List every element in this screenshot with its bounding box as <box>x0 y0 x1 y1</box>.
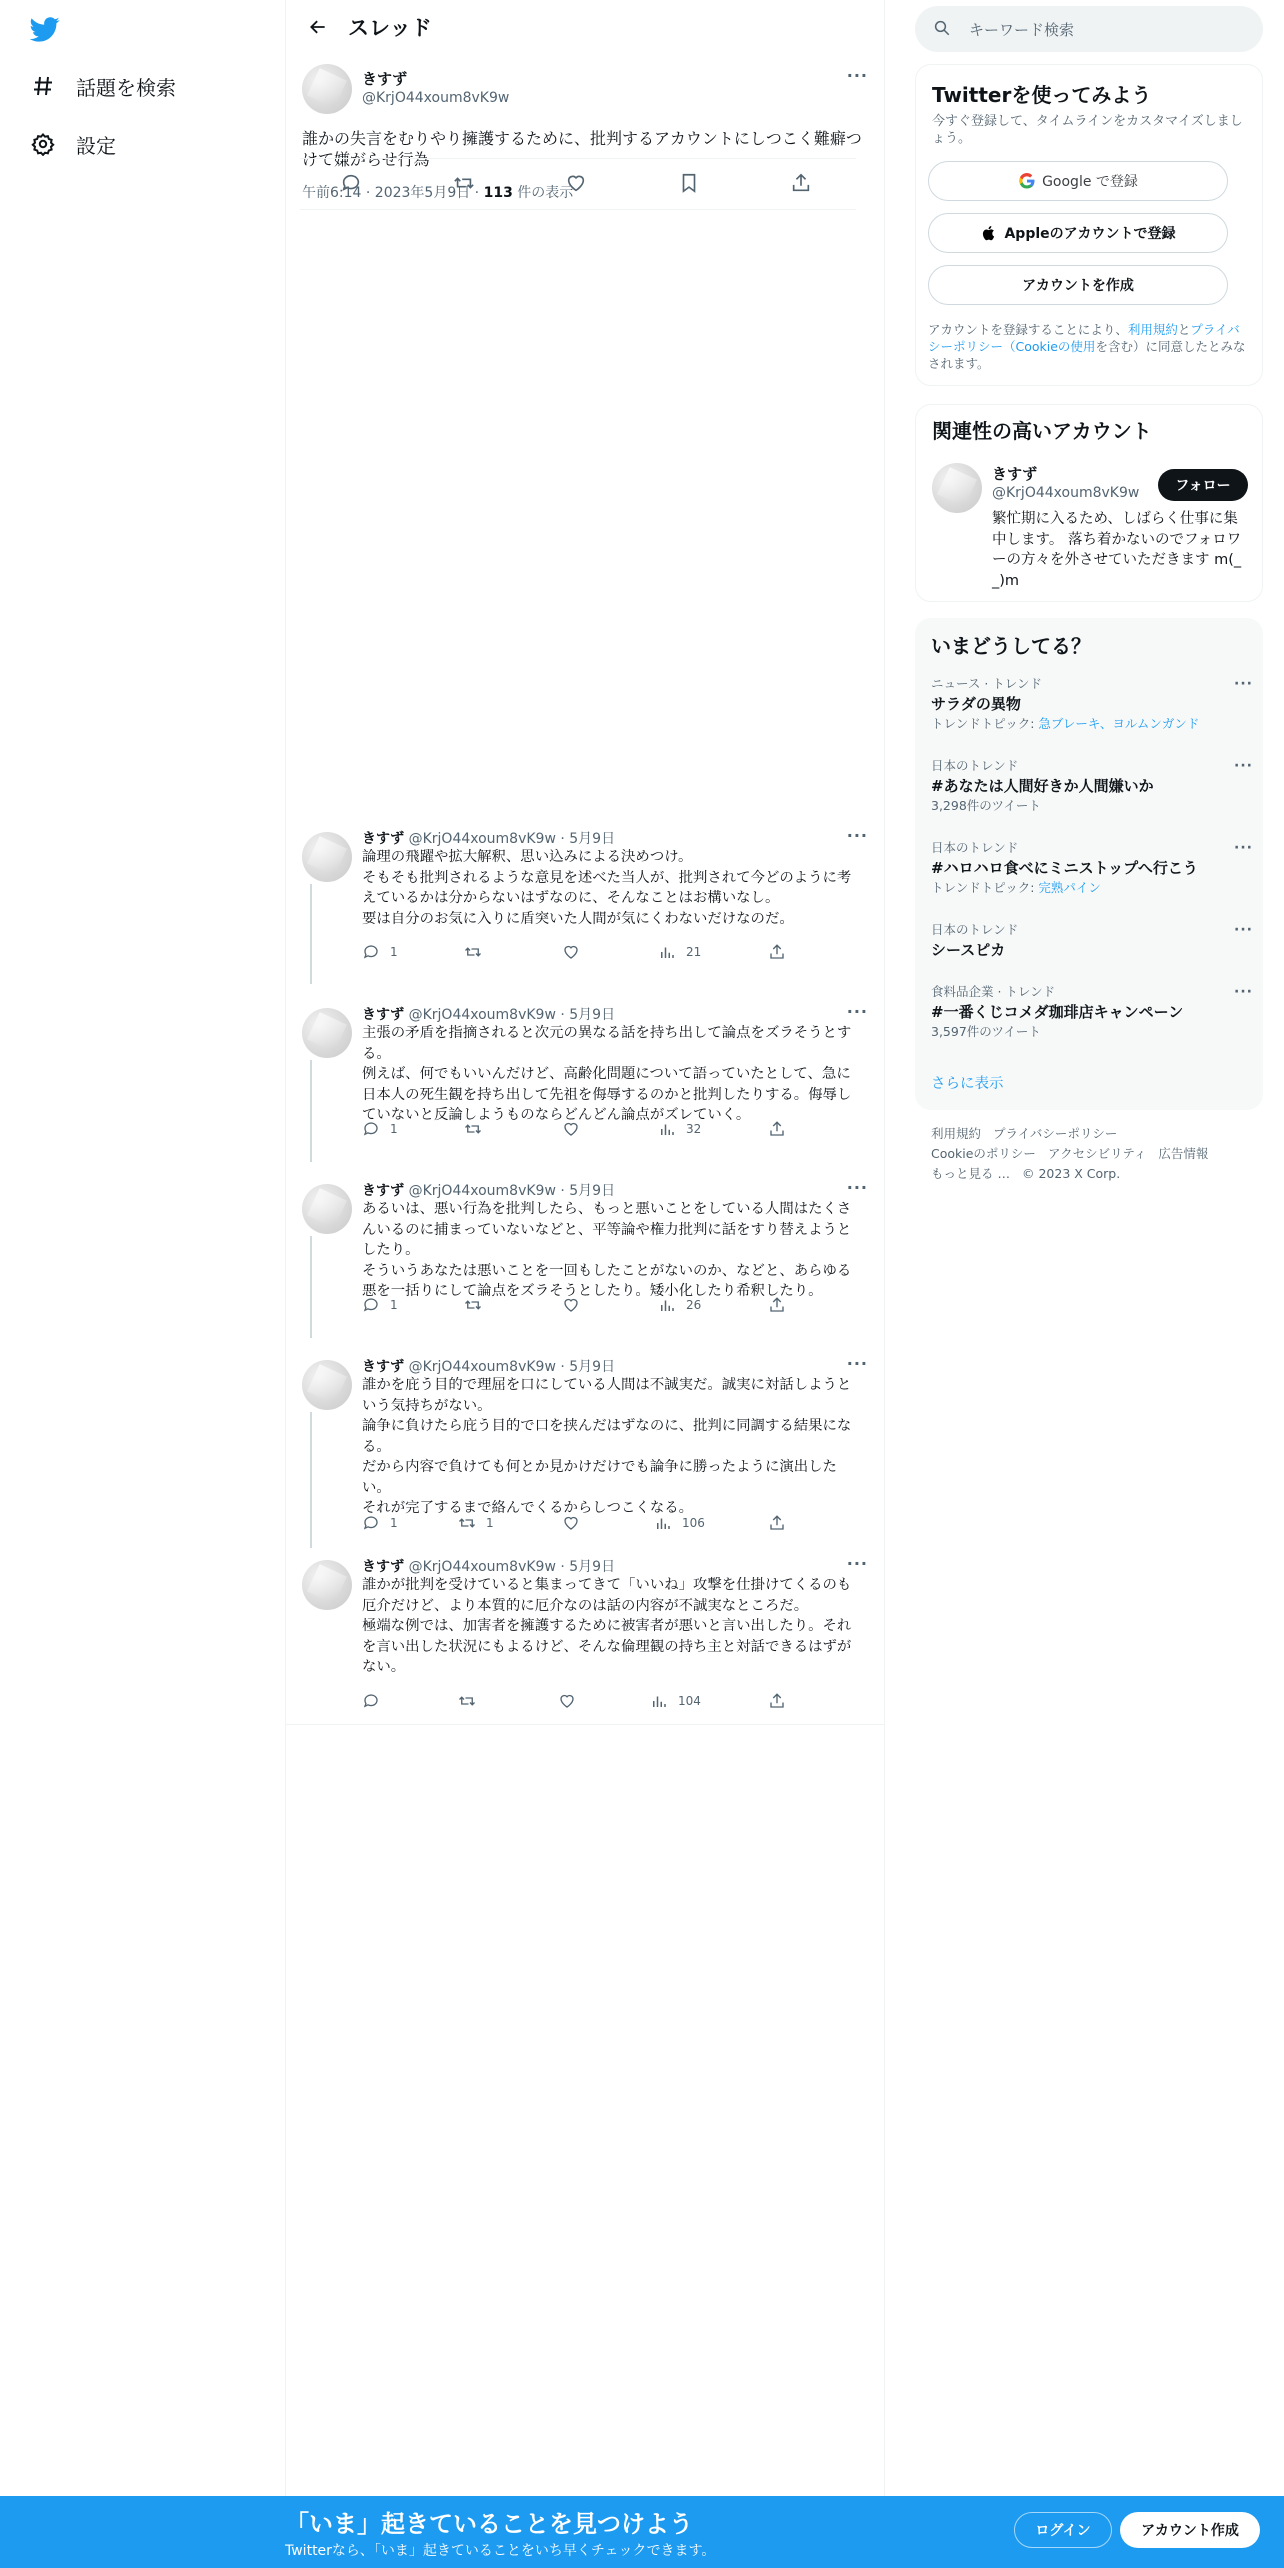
like-icon <box>562 1296 580 1314</box>
retweet-icon[interactable] <box>453 172 477 196</box>
more-icon[interactable]: ··· <box>846 66 868 85</box>
trend-item[interactable] <box>931 922 1251 960</box>
more-icon[interactable]: ··· <box>1234 840 1253 856</box>
reply-button[interactable] <box>362 1514 398 1532</box>
trend-meta <box>931 1024 1251 1040</box>
avatar[interactable] <box>302 1560 352 1610</box>
twitter-bird-icon[interactable] <box>28 14 62 44</box>
search-box[interactable] <box>915 6 1263 52</box>
tweet-line: 論理の飛躍や拡大解釈、思い込みによる決めつけ。 <box>362 849 693 865</box>
trend-title: #ハロハロ食べにミニストップへ行こう <box>931 859 1198 877</box>
create-account-button[interactable] <box>928 265 1228 305</box>
share-icon <box>768 1692 786 1710</box>
share-button[interactable] <box>768 1296 796 1314</box>
views-icon <box>654 1514 672 1532</box>
google-signup-button[interactable] <box>928 161 1228 201</box>
reply-count: 1 <box>390 1298 398 1312</box>
retweet-icon <box>458 1692 476 1710</box>
search-input[interactable]: キーワード検索 <box>969 20 1075 39</box>
views-icon <box>658 943 676 961</box>
legal-text: アカウントを登録することにより、 <box>928 322 1128 337</box>
author-name[interactable]: きすず <box>362 831 405 847</box>
thread-line <box>310 1412 312 1548</box>
trend-title: #一番くじコメダ珈琲店キャンペーン <box>931 1003 1184 1021</box>
trend-title: #あなたは人間好きか人間嫌いか <box>931 777 1154 795</box>
trend-topic-link[interactable]: 急ブレーキ、ヨルムンガンド <box>1038 716 1200 731</box>
avatar[interactable] <box>302 1184 352 1234</box>
related-handle[interactable]: @KrjO44xoum8vK9w <box>992 485 1140 501</box>
back-arrow-icon[interactable] <box>290 0 346 54</box>
tweet-text <box>362 847 862 929</box>
tweet-header <box>362 1356 615 1376</box>
like-icon <box>558 1692 576 1710</box>
footer-accessibility-link[interactable]: アクセシビリティ <box>1047 1146 1147 1161</box>
related-name[interactable]: きすず <box>992 465 1038 483</box>
footer-ads-link[interactable]: 広告情報 <box>1158 1146 1209 1161</box>
banner-title: 「いま」起きていることを見つけよう <box>285 2510 693 2538</box>
more-icon[interactable]: ··· <box>1234 676 1253 692</box>
retweet-icon <box>464 1120 482 1138</box>
retweet-icon <box>464 1296 482 1314</box>
reply-icon <box>362 943 380 961</box>
legal-text: を含む）に同意したとみなされます。 <box>928 339 1246 371</box>
views-count: 21 <box>686 945 702 959</box>
trend-meta-text: トレンドトピック: <box>931 716 1039 731</box>
like-icon <box>562 943 580 961</box>
views-count: 106 <box>682 1516 705 1530</box>
create-account-label: アカウントを作成 <box>1022 278 1134 294</box>
like-icon <box>562 1514 580 1532</box>
avatar[interactable] <box>932 463 982 513</box>
author-name[interactable]: きすず <box>362 1559 405 1575</box>
trend-meta-text: トレンドトピック: <box>931 880 1039 895</box>
trend-meta-text: 3,298件のツイート <box>931 798 1041 813</box>
search-icon <box>933 19 953 39</box>
thread-line <box>310 1236 312 1338</box>
author-name[interactable]: きすず <box>362 1183 405 1199</box>
views-button[interactable] <box>658 943 701 961</box>
tweet-line: だから内容で負けても何とか見かけだけでも論争に勝ったように演出したい。 <box>362 1459 837 1496</box>
more-icon[interactable]: ··· <box>846 1554 868 1573</box>
share-icon <box>768 1120 786 1138</box>
trend-item[interactable] <box>931 676 1251 732</box>
more-icon[interactable]: ··· <box>1234 922 1253 938</box>
retweet-button[interactable] <box>464 1120 492 1138</box>
more-icon[interactable]: ··· <box>846 1002 868 1021</box>
trends-title: いまどうしてる？ <box>931 634 1091 658</box>
views-icon <box>650 1692 668 1710</box>
footer-more-link[interactable]: もっと見る … <box>931 1166 1010 1181</box>
views-count: 104 <box>678 1694 701 1708</box>
reply-count: 1 <box>390 945 398 959</box>
reply-button[interactable] <box>362 1692 390 1710</box>
trend-topic-link[interactable]: 完熟パイン <box>1038 880 1101 895</box>
trend-context: ニュース · トレンド <box>931 676 1042 691</box>
author-name[interactable]: きすず <box>362 70 408 88</box>
retweet-count: 1 <box>486 1516 494 1530</box>
thread-header <box>286 0 884 54</box>
more-icon[interactable]: ··· <box>846 1178 868 1197</box>
login-button[interactable]: ログイン <box>1014 2512 1112 2548</box>
avatar[interactable] <box>302 1360 352 1410</box>
trend-item[interactable] <box>931 984 1251 1040</box>
legal-text: と <box>1177 322 1191 337</box>
signup-banner <box>0 2496 1284 2568</box>
divider <box>286 1724 884 1725</box>
author-handle[interactable]: @KrjO44xoum8vK9w · 5月9日 <box>408 1359 616 1375</box>
footer-privacy-link[interactable]: プライバシーポリシー <box>993 1126 1118 1141</box>
signup-legal <box>928 321 1252 372</box>
like-icon <box>562 1120 580 1138</box>
tweet-line: 誰かが批判を受けていると集まってきて「いいね」攻撃を仕掛けてくるのも厄介だけど、より本質的に厄介なのは話の内容が不誠実なところだ。 <box>362 1577 852 1614</box>
like-button[interactable] <box>562 943 590 961</box>
views-count: 26 <box>686 1298 702 1312</box>
author-handle[interactable]: @KrjO44xoum8vK9w · 5月9日 <box>408 831 616 847</box>
views-label: 件の表示 <box>512 185 574 201</box>
retweet-button[interactable] <box>458 1692 486 1710</box>
google-icon <box>1018 172 1036 190</box>
share-icon <box>768 1514 786 1532</box>
retweet-icon <box>464 943 482 961</box>
tweet-line: 論争に負けたら庇う目的で口を挟んだはずなのに、批判に同調する結果になる。 <box>362 1418 852 1455</box>
left-nav <box>0 0 285 2568</box>
nav-explore[interactable] <box>30 66 176 106</box>
thread-line <box>310 1060 312 1162</box>
views-count: 32 <box>686 1122 702 1136</box>
reply-icon <box>362 1120 380 1138</box>
author-handle[interactable]: @KrjO44xoum8vK9w · 5月9日 <box>408 1183 616 1199</box>
nav-settings[interactable] <box>30 124 116 164</box>
tweet-text <box>362 1375 862 1519</box>
terms-link[interactable]: 利用規約 <box>1127 322 1178 337</box>
trend-title: シースピカ <box>931 941 1006 959</box>
reply-count: 1 <box>390 1122 398 1136</box>
main-tweet-actions <box>300 158 856 210</box>
bookmark-icon[interactable] <box>678 172 702 196</box>
tweet-line: 誰かを庇う目的で理屈を口にしている人間は不誠実だ。誠実に対話しようという気持ちがない。 <box>362 1377 852 1414</box>
retweet-button[interactable] <box>464 1296 492 1314</box>
avatar[interactable] <box>302 832 352 882</box>
gear-icon <box>30 131 56 157</box>
tweet-line: 主張の矛盾を指摘されると次元の異なる話を持ち出して論点をズラそうとする。 <box>362 1025 852 1062</box>
retweet-button[interactable] <box>464 943 492 961</box>
signup-card <box>915 64 1263 386</box>
share-button[interactable] <box>768 1514 796 1532</box>
reply-button[interactable] <box>362 1296 398 1314</box>
trends-card <box>915 618 1263 1110</box>
tweet-line: 例えば、何でもいいんだけど、高齢化問題について語っていたとして、急に日本人の死生観を持ち出して先祖を侮辱するのかと批判したりする。侮辱していないと反論しようものならどんどん論点がズレていく。 <box>362 1066 852 1123</box>
reply-icon[interactable] <box>340 172 364 196</box>
like-button[interactable] <box>562 1296 590 1314</box>
signup-title: Twitterを使ってみよう <box>932 83 1152 107</box>
tweet-text <box>362 1199 862 1302</box>
author-name[interactable]: きすず <box>362 1007 405 1023</box>
like-button[interactable] <box>562 1514 590 1532</box>
trend-title: サラダの異物 <box>931 695 1021 713</box>
nav-settings-label: 設定 <box>76 133 116 158</box>
more-icon[interactable]: ··· <box>846 1354 868 1373</box>
share-button[interactable] <box>768 943 796 961</box>
views-button[interactable] <box>650 1692 701 1710</box>
reply-icon <box>362 1514 380 1532</box>
footer-terms-link[interactable]: 利用規約 <box>931 1126 982 1141</box>
apple-signup-label: Appleのアカウントで登録 <box>1004 226 1176 242</box>
reply-icon <box>362 1296 380 1314</box>
retweet-button[interactable] <box>458 1514 494 1532</box>
tweet-text <box>362 1023 862 1126</box>
avatar[interactable] <box>302 64 352 114</box>
show-more-link[interactable]: さらに表示 <box>931 1076 1004 1092</box>
tweet-text <box>362 1575 862 1678</box>
tweet-text: 誰かの失言をむりやり擁護するために、批判するアカウントにしつこく難癖つけて嫌がらせ行為 <box>302 129 862 169</box>
author-name[interactable]: きすず <box>362 1359 405 1375</box>
reply-button[interactable] <box>362 943 398 961</box>
reply-icon <box>362 1692 380 1710</box>
related-title: 関連性の高いアカウント <box>932 419 1152 443</box>
apple-icon <box>980 224 998 242</box>
like-button[interactable] <box>558 1692 586 1710</box>
related-accounts-card <box>915 404 1263 602</box>
reply-button[interactable] <box>362 1120 398 1138</box>
author-handle[interactable]: @KrjO44xoum8vK9w · 5月9日 <box>408 1007 616 1023</box>
hashtag-icon <box>30 73 56 99</box>
share-button[interactable] <box>768 1692 796 1710</box>
tweet-header <box>362 1004 615 1024</box>
views-icon <box>658 1120 676 1138</box>
share-button[interactable] <box>768 1120 796 1138</box>
more-icon[interactable]: ··· <box>1234 984 1253 1000</box>
tweet-line: 要は自分のお気に入りに盾突いた人間が気にくわないだけなのだ。 <box>362 910 794 927</box>
trend-context: 日本のトレンド <box>931 840 1019 855</box>
tweet-header <box>362 1556 615 1576</box>
share-icon[interactable] <box>790 172 814 196</box>
tweet-line: 極端な例では、加害者を擁護するために被害者が悪いと言い出したり。それを言い出した状況にもよるけど、そんな倫理観の持ち主と対話できるはずがない。 <box>362 1618 852 1675</box>
google-signup-label: Google で登録 <box>1042 174 1138 190</box>
author-handle[interactable]: @KrjO44xoum8vK9w <box>362 90 510 106</box>
more-icon[interactable]: ··· <box>846 826 868 845</box>
retweet-icon <box>458 1514 476 1532</box>
tweet-header <box>362 828 615 848</box>
footer-copyright: © 2023 X Corp. <box>1021 1166 1121 1181</box>
trend-meta <box>931 716 1251 732</box>
share-icon <box>768 943 786 961</box>
privacy-link[interactable]: プライバシーポリシー（Cookieの使用 <box>928 322 1240 354</box>
trend-item[interactable] <box>931 758 1251 814</box>
trend-context: 日本のトレンド <box>931 922 1019 937</box>
more-icon[interactable]: ··· <box>1234 758 1253 774</box>
like-button[interactable] <box>562 1120 590 1138</box>
avatar[interactable] <box>302 1008 352 1058</box>
apple-signup-button[interactable] <box>928 213 1228 253</box>
views-icon <box>658 1296 676 1314</box>
trend-context: 日本のトレンド <box>931 758 1019 773</box>
share-icon <box>768 1296 786 1314</box>
trend-meta <box>931 798 1251 814</box>
tweet-line: それが完了するまで絡んでくるからしつこくなる。 <box>362 1500 693 1516</box>
signup-subtitle: 今すぐ登録して、タイムラインをカスタマイズしましょう。 <box>932 114 1243 146</box>
related-bio: 繁忙期に入るため、しばらく仕事に集中します。 落ち着かないのでフォロワーの方々を外させていただきます m(_ _)m <box>992 511 1242 589</box>
reply-count: 1 <box>390 1516 398 1530</box>
tweet-line: あるいは、悪い行為を批判したら、もっと悪いことをしている人間はたくさんいるのに捕まっていないなどと、平等論や権力批判に話をすり替えようとしたり。 <box>362 1201 852 1258</box>
trend-meta <box>931 880 1251 896</box>
tweet-header <box>362 1180 615 1200</box>
trend-item[interactable] <box>931 840 1251 896</box>
nav-explore-label: 話題を検索 <box>76 75 176 100</box>
views-button[interactable] <box>654 1514 705 1532</box>
tweet-line: そういうあなたは悪いことを一回もしたことがないのか、などと、あらゆる悪を一括りにして論点をズラそうとしたり。矮小化したり希釈したり。 <box>362 1262 852 1299</box>
trend-context: 食料品企業 · トレンド <box>931 984 1056 999</box>
banner-subtitle: Twitterなら、「いま」起きていることをいち早くチェックできます。 <box>285 2543 716 2559</box>
thread-column <box>285 0 885 2500</box>
thread-line <box>310 884 312 984</box>
footer-links <box>931 1124 1261 1184</box>
views-count: 113 <box>483 185 513 201</box>
author-handle[interactable]: @KrjO44xoum8vK9w · 5月9日 <box>408 1559 616 1575</box>
page-title: スレッド <box>348 16 432 40</box>
trend-meta-text: 3,597件のツイート <box>931 1024 1041 1039</box>
views-button[interactable] <box>658 1296 701 1314</box>
views-button[interactable] <box>658 1120 701 1138</box>
like-icon[interactable] <box>565 172 589 196</box>
follow-button[interactable]: フォロー <box>1158 469 1248 501</box>
signup-button[interactable]: アカウント作成 <box>1120 2512 1260 2548</box>
tweet-time[interactable]: 午前6:14 · 2023年5月9日 · <box>302 185 484 201</box>
footer-cookie-link[interactable]: Cookieのポリシー <box>931 1146 1036 1161</box>
tweet-line: そもそも批判されるような意見を述べた当人が、批判されて今どのように考えているかは分からないはずなのに、そんなことはお構いなし。 <box>362 869 852 906</box>
